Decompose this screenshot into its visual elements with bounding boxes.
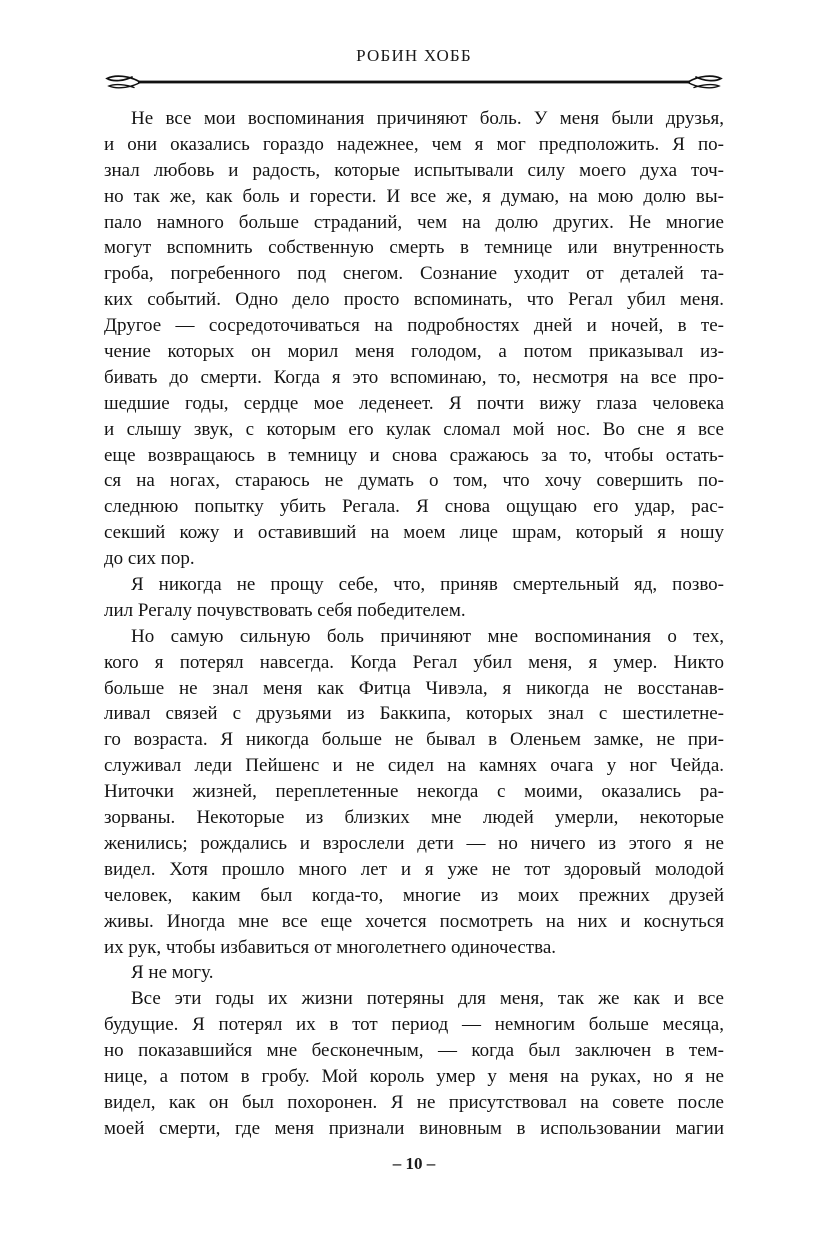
text-line: ких событий. Одно дело просто вспоминать, что Регал убил меня. [104,289,724,311]
text-line: и они оказались гораздо надежнее, чем я мог предположить. Я по- [104,133,724,155]
page-number: – 10 – [392,1153,436,1173]
text-line: бивать до смерти. Когда я это вспоминаю, то, несмотря на все про- [104,366,724,388]
page-body [104,106,724,1142]
running-head-author: РОБИН ХОББ [356,46,472,65]
paragraph [104,986,724,1141]
text-line: шедшие годы, сердце мое леденеет. Я почти вижу глаза человека [104,392,724,414]
paragraph [104,572,724,624]
text-line: человек, каким был когда-то, многие из моих прежних друзей [104,884,724,906]
text-line: Все эти годы их жизни потеряны для меня, так же как и все [131,988,724,1010]
text-line: пало намного больше страданий, чем на долю других. Не многие [104,211,724,233]
text-line: но показавшийся мне бесконечным, — когда был заключен в тем- [104,1040,724,1062]
text-line: лил Регалу почувствовать себя победителем. [104,599,466,621]
page-header [104,46,724,90]
text-line: и слышу звук, с которым его кулак сломал мой нос. Во сне я все [104,418,724,440]
text-line: ливал связей с друзьями из Баккипа, которых знал с шестилетне- [104,703,724,725]
text-line: их рук, чтобы избавиться от многолетнего одиночества. [104,936,557,958]
text-line: знал любовь и радость, которые испытывали силу моего духа точ- [104,159,724,181]
text-line: Я никогда не прощу себе, что, приняв смертельный яд, позво- [131,574,724,596]
text-line: живы. Иногда мне все еще хочется посмотреть на них и коснуться [104,910,724,932]
text-line: го возраста. Я никогда больше не бывал в Оленьем замке, не при- [104,729,724,751]
text-line: чение которых он морил меня голодом, а потом приказывал из- [104,341,724,363]
text-line: но так же, как боль и горести. И все же, я думаю, на мою долю вы- [104,185,724,207]
text-line: могут вспомнить собственную смерть в темнице или внутренность [104,237,724,259]
page-footer [104,1154,724,1174]
text-line: Другое — сосредоточиваться на подробностях дней и ночей, в те- [104,315,724,337]
text-line: Но самую сильную боль причиняют мне воспоминания о тех, [131,625,724,647]
text-line: до сих пор. [104,548,195,570]
text-line: женились; рождались и взрослели дети — но ничего из этого я не [104,832,724,854]
flourish-divider-icon [104,74,724,90]
text-line: больше не знал меня как Фитца Чивэла, я никогда не восстанав- [104,677,724,699]
text-line: секший кожу и оставивший на моем лице шрам, который я ношу [104,522,724,544]
text-line: еще возвращаюсь в темницу и снова сражаюсь за то, чтобы остать- [104,444,724,466]
text-line: кого я потерял навсегда. Когда Регал убил меня, я умер. Никто [104,651,724,673]
text-line: зорваны. Некоторые из близких мне людей умерли, некоторые [104,807,724,829]
text-line: служивал леди Пейшенс и не сидел на камнях очага у ног Чейда. [104,755,724,777]
text-line: моей смерти, где меня признали виновным в использовании магии [104,1117,724,1139]
text-line: ся на ногах, стараюсь не думать о том, что хочу совершить по- [104,470,724,492]
text-line: Не все мои воспоминания причиняют боль. У меня были друзья, [131,108,724,129]
text-line: следнюю попытку убить Регала. Я снова ощущаю его удар, рас- [104,496,724,518]
text-line: Ниточки жизней, переплетенные некогда с моими, оказались ра- [104,781,724,803]
text-line: нице, а потом в гробу. Мой король умер у меня на руках, но я не [104,1065,724,1087]
text-line: будущие. Я потерял их в тот период — немногим больше месяца, [104,1014,724,1036]
text-line: Я не могу. [131,962,214,984]
paragraph [104,960,724,986]
paragraph [104,106,724,572]
text-line: гроба, погребенного под снегом. Сознание уходит от деталей та- [104,263,724,285]
paragraph [104,624,724,961]
text-line: видел, как он был похоронен. Я не присутствовал на совете после [104,1091,724,1113]
text-line: видел. Хотя прошло много лет и я уже не тот здоровый молодой [104,858,724,880]
